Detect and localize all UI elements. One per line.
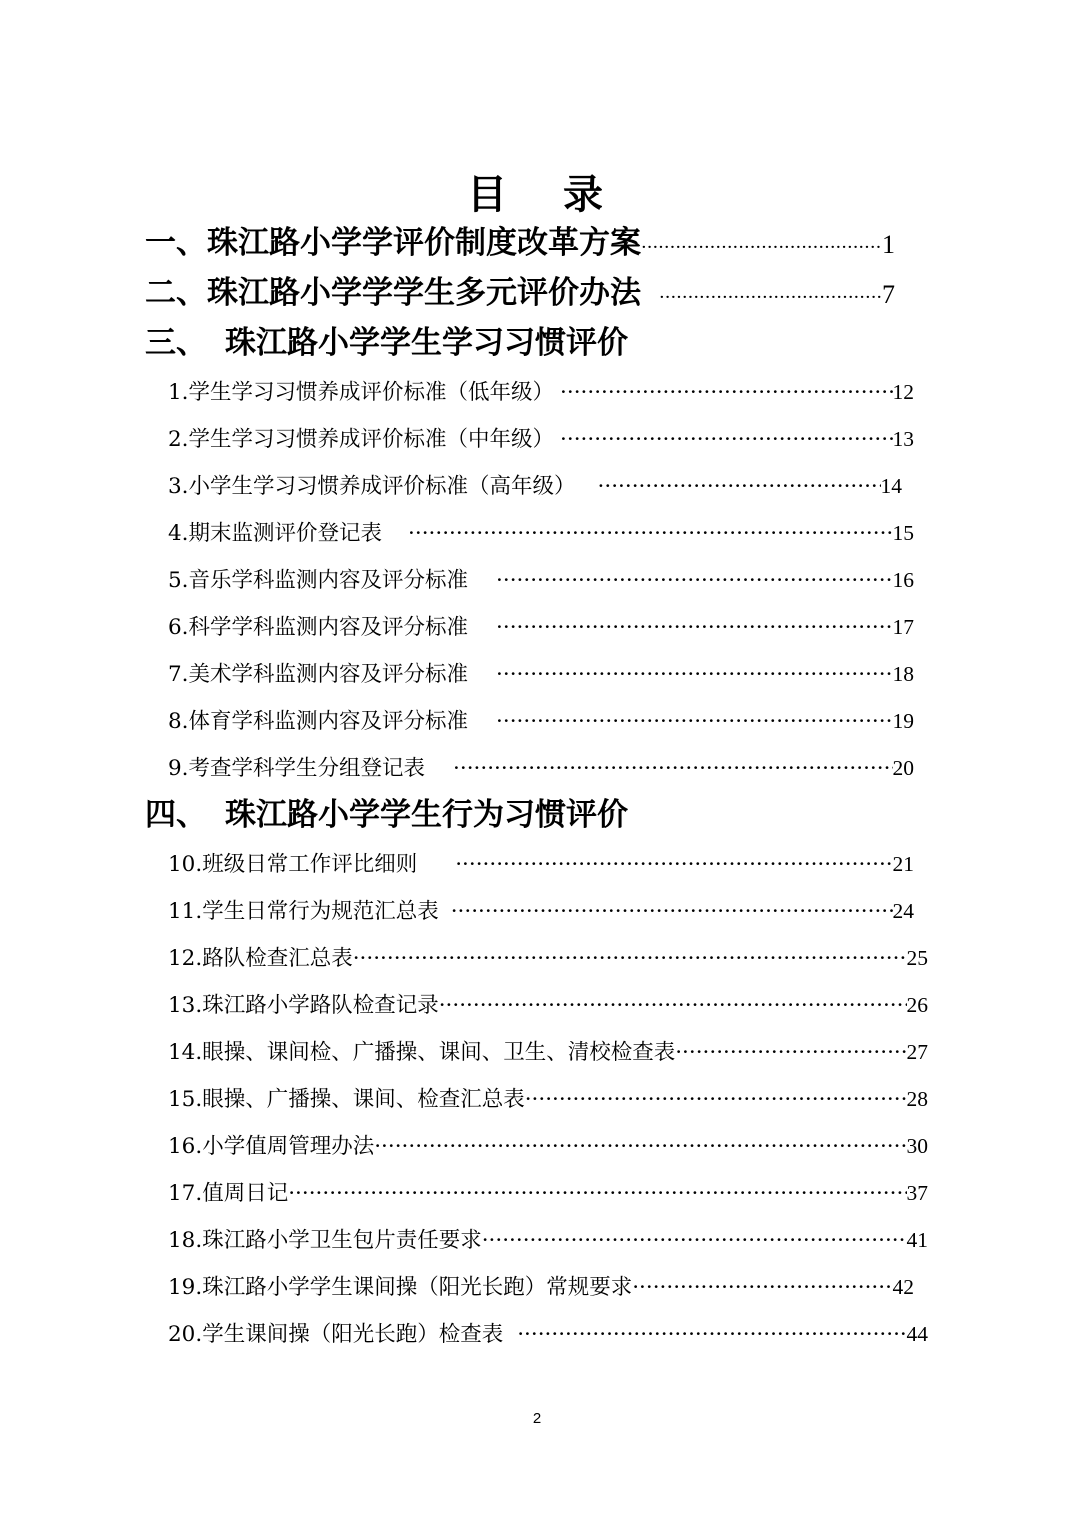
toc-entry-page: 1 (882, 230, 895, 259)
toc-entry-label: 学生课间操（阳光长跑）检查表 (202, 1322, 504, 1347)
toc-leader-dots (496, 613, 892, 643)
toc-leader-dots (288, 1179, 906, 1209)
toc-entry-label: 体育学科监测内容及评分标准 (188, 709, 469, 734)
toc-entry-page: 16 (892, 568, 914, 592)
page-number: 2 (532, 1410, 542, 1427)
toc-entry-label: 眼操、课间检、广播操、课间、卫生、清校检查表 (202, 1040, 676, 1065)
toc-entry-number: 9. (168, 756, 189, 781)
toc-entry-page: 20 (892, 756, 914, 780)
toc-leader-dots (496, 707, 892, 737)
toc-entry-page: 17 (892, 615, 914, 639)
toc-leader-dots (482, 1226, 907, 1256)
toc-section-3[interactable] (145, 322, 628, 364)
toc-entry-3-9[interactable] (168, 753, 914, 784)
toc-entry-label: 考查学科学生分组登记表 (188, 756, 426, 781)
toc-leader-dots (374, 1132, 906, 1162)
toc-entry-4-12[interactable] (168, 943, 928, 974)
toc-entry-number: 6. (168, 615, 189, 640)
toc-leader-dots (598, 472, 881, 502)
toc-entry-page: 30 (906, 1134, 928, 1158)
toc-title-part1: 目 (467, 172, 511, 218)
toc-entry-page: 26 (906, 993, 928, 1017)
toc-entry-4-19[interactable] (168, 1272, 914, 1303)
toc-entry-label: 路队检查汇总表 (202, 946, 353, 971)
toc-entry-label: 科学学科监测内容及评分标准 (188, 615, 469, 640)
toc-entry-page: 7 (882, 280, 895, 309)
toc-entry-number: 3. (168, 474, 189, 499)
toc-entry-4-13[interactable] (168, 990, 928, 1021)
toc-leader-dots (560, 425, 892, 455)
toc-entry-4-17[interactable] (168, 1178, 928, 1209)
toc-entry-number: 18. (168, 1228, 203, 1253)
toc-leader-dots (632, 1273, 892, 1303)
toc-entry-3-3[interactable] (168, 471, 902, 502)
toc-leader-dots (525, 1085, 907, 1115)
toc-entry-4-18[interactable] (168, 1225, 928, 1256)
toc-entry-label: 学生学习习惯养成评价标准（中年级） (188, 427, 555, 452)
toc-leader-dots (641, 227, 882, 269)
toc-entry-number: 10. (168, 852, 203, 877)
toc-entry-number: 11. (168, 899, 203, 924)
toc-entry-label: 眼操、广播操、课间、检查汇总表 (202, 1087, 525, 1112)
toc-entry-page: 15 (892, 521, 914, 545)
toc-entry-label: 值周日记 (202, 1181, 289, 1206)
toc-entry-4-16[interactable] (168, 1131, 928, 1162)
toc-leader-dots (659, 277, 882, 319)
toc-leader-dots (455, 850, 892, 880)
toc-entry-label: 珠江路小学学学生多元评价办法 (207, 275, 641, 311)
toc-entry-2[interactable] (145, 272, 895, 319)
toc-entry-3-6[interactable] (168, 612, 914, 643)
toc-entry-number: 一、 (145, 225, 207, 261)
toc-entry-4-11[interactable] (168, 896, 914, 927)
toc-leader-dots (451, 897, 893, 927)
toc-entry-page: 42 (892, 1275, 914, 1299)
toc-leader-dots (439, 991, 907, 1021)
toc-entry-number: 20. (168, 1322, 203, 1347)
toc-entry-page: 12 (892, 380, 914, 404)
toc-entry-label: 学生日常行为规范汇总表 (202, 899, 439, 924)
toc-entry-label: 珠江路小学路队检查记录 (202, 993, 439, 1018)
toc-entry-3-8[interactable] (168, 706, 914, 737)
toc-entry-label: 珠江路小学学评价制度改革方案 (207, 225, 641, 261)
toc-entry-page: 27 (906, 1040, 928, 1064)
toc-entry-number: 17. (168, 1181, 203, 1206)
toc-entry-label: 珠江路小学学生学习习惯评价 (225, 325, 628, 361)
toc-leader-dots (517, 1320, 906, 1350)
toc-entry-number: 15. (168, 1087, 203, 1112)
toc-entry-page: 44 (906, 1322, 928, 1346)
toc-entry-number: 5. (168, 568, 189, 593)
toc-entry-label: 小学生学习习惯养成评价标准（高年级） (188, 474, 576, 499)
toc-entry-page: 25 (906, 946, 928, 970)
toc-leader-dots (496, 660, 892, 690)
toc-entry-page: 13 (892, 427, 914, 451)
toc-entry-label: 美术学科监测内容及评分标准 (188, 662, 469, 687)
toc-entry-number: 19. (168, 1275, 203, 1300)
toc-entry-label: 珠江路小学学生行为习惯评价 (225, 797, 628, 833)
toc-entry-4-10[interactable] (168, 849, 914, 880)
toc-entry-3-7[interactable] (168, 659, 914, 690)
toc-entry-label: 珠江路小学学生课间操（阳光长跑）常规要求 (202, 1275, 633, 1300)
toc-entry-number: 16. (168, 1134, 203, 1159)
toc-entry-page: 14 (880, 474, 902, 498)
toc-entry-page: 18 (892, 662, 914, 686)
toc-entry-number: 1. (168, 380, 189, 405)
toc-entry-page: 21 (892, 852, 914, 876)
toc-entry-number: 13. (168, 993, 203, 1018)
toc-entry-page: 41 (906, 1228, 928, 1252)
toc-entry-number: 14. (168, 1040, 203, 1065)
toc-entry-1[interactable] (145, 222, 895, 269)
toc-entry-4-14[interactable] (168, 1037, 928, 1068)
toc-entry-label: 班级日常工作评比细则 (202, 852, 418, 877)
toc-leader-dots (453, 754, 892, 784)
toc-entry-number: 7. (168, 662, 189, 687)
toc-entry-number: 12. (168, 946, 203, 971)
toc-entry-label: 学生学习习惯养成评价标准（低年级） (188, 380, 555, 405)
toc-entry-page: 37 (906, 1181, 928, 1205)
toc-entry-3-4[interactable] (168, 518, 914, 549)
toc-entry-3-2[interactable] (168, 424, 914, 455)
toc-entry-number: 2. (168, 427, 189, 452)
toc-entry-label: 音乐学科监测内容及评分标准 (188, 568, 469, 593)
toc-entry-page: 24 (892, 899, 914, 923)
toc-entry-page: 19 (892, 709, 914, 733)
toc-leader-dots (560, 378, 892, 408)
toc-entry-number: 4. (168, 521, 189, 546)
toc-entry-number: 二、 (145, 275, 207, 311)
toc-leader-dots (408, 519, 892, 549)
toc-leader-dots (496, 566, 892, 596)
toc-entry-page: 28 (906, 1087, 928, 1111)
toc-entry-4-20[interactable] (168, 1319, 928, 1350)
toc-section-4[interactable] (145, 794, 628, 836)
toc-entry-number: 三、 (145, 325, 207, 361)
toc-entry-label: 珠江路小学卫生包片责任要求 (202, 1228, 482, 1253)
toc-entry-label: 小学值周管理办法 (202, 1134, 375, 1159)
toc-entry-number: 四、 (145, 797, 207, 833)
toc-entry-3-5[interactable] (168, 565, 914, 596)
toc-title-part2: 录 (563, 172, 607, 218)
toc-entry-label: 期末监测评价登记表 (188, 521, 383, 546)
toc-entry-4-15[interactable] (168, 1084, 928, 1115)
toc-leader-dots (675, 1038, 906, 1068)
toc-entry-number: 8. (168, 709, 189, 734)
toc-leader-dots (353, 944, 907, 974)
toc-entry-3-1[interactable] (168, 377, 914, 408)
toc-title (0, 170, 1074, 220)
